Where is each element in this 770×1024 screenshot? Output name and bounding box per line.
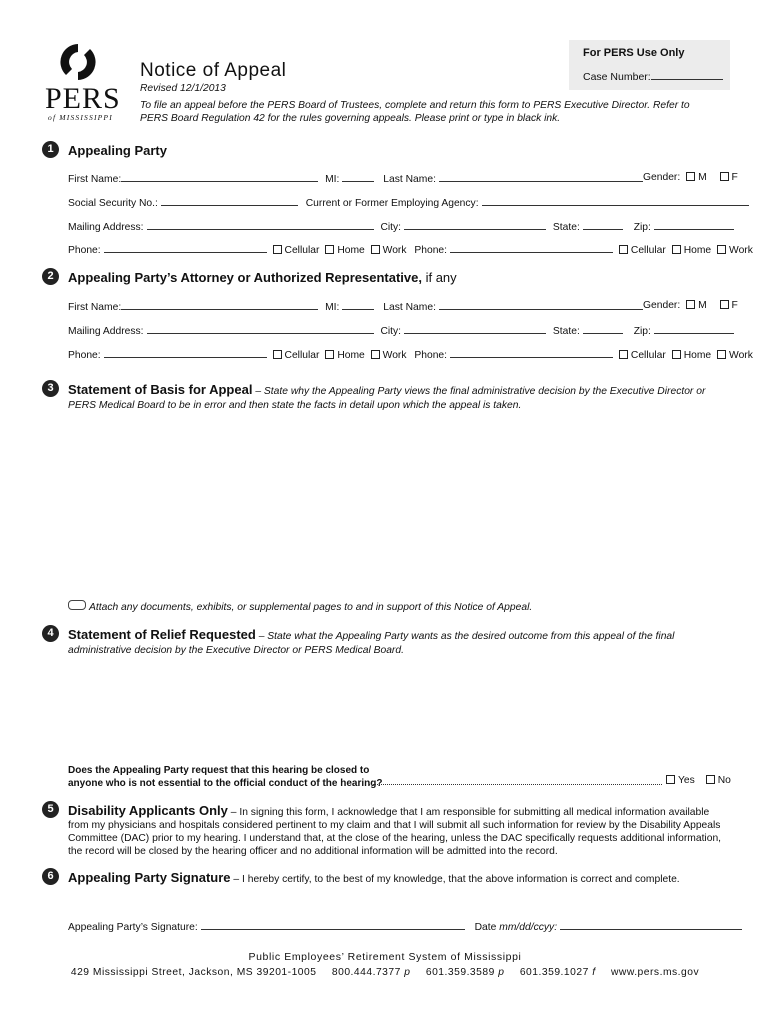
s1-gender-f-checkbox[interactable] — [720, 172, 729, 181]
section-4-number: 4 — [42, 625, 59, 642]
section-3-desc: – State why the Appealing Party views the final administrative decision by the Executive Director or PERS Medical Board to be in error and then state the facts in detail upon which the appeal is taken. — [68, 386, 706, 411]
s1-last-name-field[interactable] — [439, 172, 643, 182]
section-2-title-suffix: if any — [425, 270, 457, 285]
s2-phone2-work-checkbox[interactable] — [717, 350, 726, 359]
closed-hearing-question: Does the Appealing Party request that this hearing be closed to anyone who is not essential to the official conduct of the hearing? — [68, 765, 383, 789]
s2-last-name-field[interactable] — [439, 300, 643, 310]
section-6-title: Appealing Party Signature — [68, 870, 231, 885]
section-3-text — [68, 383, 728, 413]
section-6-desc: – I hereby certify, to the best of my knowledge, that the above information is correct and complete. — [233, 874, 680, 885]
s1-phone2-work-checkbox[interactable] — [717, 245, 726, 254]
section-1-title: Appealing Party — [68, 143, 167, 158]
closed-hearing-leader — [369, 784, 662, 785]
form-title: Notice of Appeal — [140, 60, 287, 81]
s1-phone1-work-checkbox[interactable] — [371, 245, 380, 254]
date-field[interactable] — [560, 920, 742, 930]
case-number-field — [651, 70, 723, 80]
s2-gender: Gender: M F — [643, 300, 738, 311]
footer-address: 429 Mississippi Street, Jackson, MS 39201-1005 — [70, 967, 317, 978]
attachment-icon — [68, 600, 86, 610]
footer-contact: 429 Mississippi Street, Jackson, MS 39201-1005 800.444.7377 p 601.359.3589 p 601.359.1027 f www.pers.ms.gov — [70, 967, 700, 978]
attach-note: Attach any documents, exhibits, or supplemental pages to and in support of this Notice of Appeal. — [68, 600, 532, 613]
s2-phone1-work-checkbox[interactable] — [371, 350, 380, 359]
case-number-label: Case Number: — [583, 71, 651, 83]
s1-mailing-field[interactable] — [147, 220, 374, 230]
signature-row: Appealing Party’s Signature: Date mm/dd/ccyy: — [68, 920, 742, 933]
s2-gender-m-checkbox[interactable] — [686, 300, 695, 309]
s2-name-row: First Name: MI: Last Name: — [68, 300, 643, 313]
section-6-text — [68, 871, 728, 887]
s1-phone1-cellular-checkbox[interactable] — [273, 245, 282, 254]
s1-phone-row: Phone: Cellular Home Work Phone: Cellular Home Work — [68, 245, 753, 256]
section-2-title-wrap — [68, 270, 457, 285]
s2-phone2-cellular-checkbox[interactable] — [619, 350, 628, 359]
closed-hearing-options: Yes No — [666, 775, 731, 786]
footer-fax: 601.359.1027 — [519, 967, 589, 978]
section-4-desc: – State what the Appealing Party wants as the desired outcome from this appeal of the final administrative decision by the Executive Director or PERS Medical Board. — [68, 631, 675, 656]
logo-subtext: of MISSISSIPPI — [48, 113, 113, 122]
s1-phone2-home-checkbox[interactable] — [672, 245, 681, 254]
section-1-number: 1 — [42, 141, 59, 158]
footer-phone2: 601.359.3589 — [425, 967, 495, 978]
s1-address-row: Mailing Address: City: State: Zip: — [68, 220, 734, 233]
section-6-number: 6 — [42, 868, 59, 885]
section-4-answer-area[interactable] — [68, 660, 728, 760]
s2-phone1-cellular-checkbox[interactable] — [273, 350, 282, 359]
s2-phone1-field[interactable] — [104, 348, 267, 358]
s1-phone1-home-checkbox[interactable] — [325, 245, 334, 254]
s2-phone-row: Phone: Cellular Home Work Phone: Cellular Home Work — [68, 350, 753, 361]
s1-phone2-field[interactable] — [450, 243, 613, 253]
closed-yes-checkbox[interactable] — [666, 775, 675, 784]
footer-org: Public Employees’ Retirement System of Mississippi — [248, 951, 522, 963]
section-2-title: Appealing Party’s Attorney or Authorized Representative, — [68, 270, 422, 285]
office-use-title: For PERS Use Only — [583, 47, 685, 59]
s1-phone1-field[interactable] — [104, 243, 267, 253]
s2-phone2-field[interactable] — [450, 348, 613, 358]
s1-first-name-field[interactable] — [121, 172, 318, 182]
pers-logo-mark-icon — [58, 42, 98, 82]
office-use-box — [569, 40, 730, 90]
s1-zip-field[interactable] — [654, 220, 734, 230]
s1-gender: Gender: M F — [643, 172, 738, 183]
s2-gender-f-checkbox[interactable] — [720, 300, 729, 309]
section-5-title: Disability Applicants Only — [68, 803, 228, 818]
s1-ssn-row: Social Security No.: Current or Former Employing Agency: — [68, 196, 749, 209]
s1-city-field[interactable] — [404, 220, 546, 230]
s1-ssn-field[interactable] — [161, 196, 298, 206]
signature-field[interactable] — [201, 920, 465, 930]
s1-gender-m-checkbox[interactable] — [686, 172, 695, 181]
s2-phone2-home-checkbox[interactable] — [672, 350, 681, 359]
instructions: To file an appeal before the PERS Board of Trustees, complete and return this form to PERS Executive Director. Refer to PERS Board Regulation 42 for the rules governing appeals. Please print or type in black ink. — [140, 100, 690, 124]
section-5-desc: – In signing this form, I acknowledge that I am responsible for submitting all medical information available from my physicians and hospitals considered pertinent to my claim and that I will submit all such information for review by the Disability Appeals Committee (DAC) prior to my hearing. I understand that, at the close of the hearing, unless the DAC specifically requests additional information, the record will be closed by the hearing officer and no additional information will be admitted into the record. — [68, 807, 722, 857]
s2-city-field[interactable] — [404, 324, 546, 334]
closed-no-checkbox[interactable] — [706, 775, 715, 784]
s2-zip-field[interactable] — [654, 324, 734, 334]
s2-phone1-home-checkbox[interactable] — [325, 350, 334, 359]
section-2-number: 2 — [42, 268, 59, 285]
section-3-number: 3 — [42, 380, 59, 397]
pers-logo — [40, 42, 120, 122]
s1-state-field[interactable] — [583, 220, 623, 230]
footer-phone1: 800.444.7377 — [331, 967, 401, 978]
revised-date: Revised 12/1/2013 — [140, 83, 226, 94]
s1-phone2-cellular-checkbox[interactable] — [619, 245, 628, 254]
section-4-text — [68, 628, 728, 658]
s1-name-row: First Name: MI: Last Name: — [68, 172, 643, 185]
section-3-answer-area[interactable] — [68, 414, 728, 594]
section-5-text — [68, 804, 728, 858]
s2-state-field[interactable] — [583, 324, 623, 334]
section-4-title: Statement of Relief Requested — [68, 627, 256, 642]
s2-mailing-field[interactable] — [147, 324, 374, 334]
section-3-title: Statement of Basis for Appeal — [68, 382, 253, 397]
s2-address-row: Mailing Address: City: State: Zip: — [68, 324, 734, 337]
s1-mi-field[interactable] — [342, 172, 374, 182]
logo-text: PERS — [45, 82, 121, 115]
s1-agency-field[interactable] — [482, 196, 749, 206]
s2-first-name-field[interactable] — [121, 300, 318, 310]
footer-website[interactable]: www.pers.ms.gov — [610, 967, 700, 978]
section-5-number: 5 — [42, 801, 59, 818]
s2-mi-field[interactable] — [342, 300, 374, 310]
